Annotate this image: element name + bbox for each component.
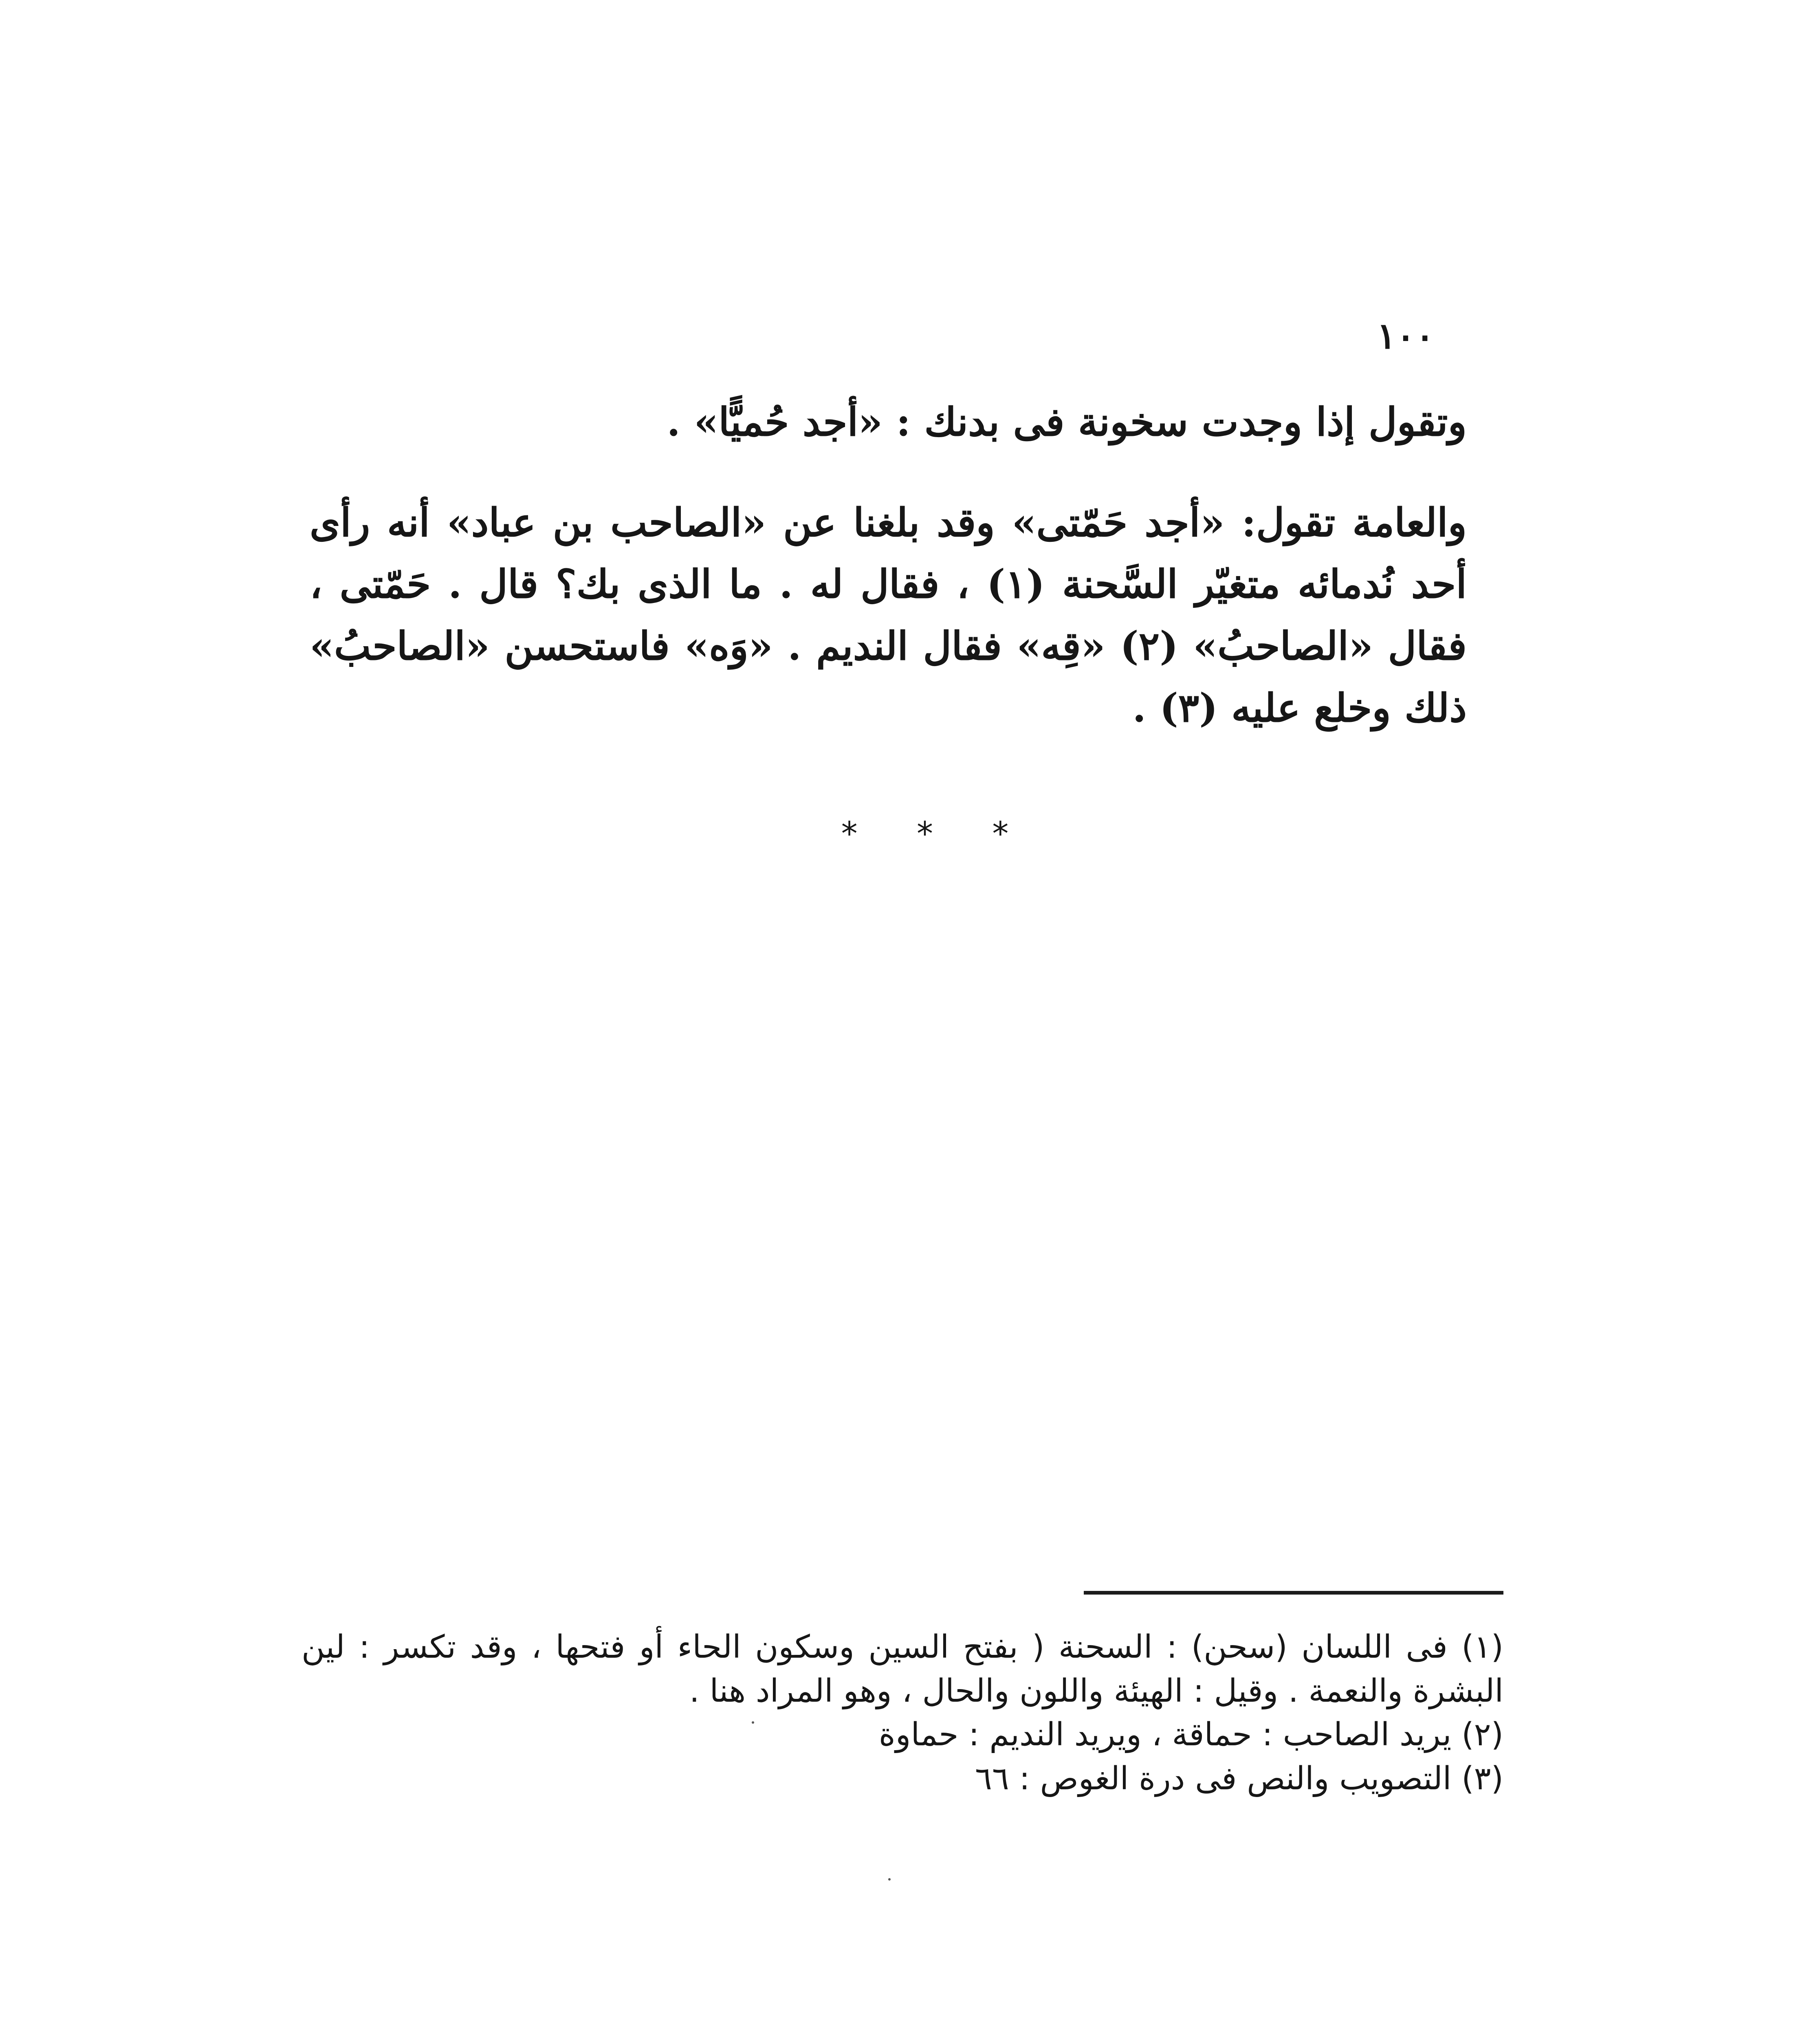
- paragraph-2: والعامة تقول: «أجد حَمّتى» وقد بلغنا عن «الصاحب بن عباد» أنه رأى أحد نُدمائه متغيّر السَّحنة (١) ، فقال له . ما الذى بك؟ قال . حَمّتى ، فقال «الصاحبُ» (٢) «قِه» فقال النديم . «وَه» فاستحسن «الصاحبُ» ذلك وخلع عليه (٣) .: [310, 499, 1467, 731]
- scan-speck: [888, 1878, 891, 1881]
- footnote-3: (٣) التصويب والنص فى درة الغوص : ٦٦: [975, 1760, 1503, 1797]
- paragraph-1: وتقول إذا وجدت سخونة فى بدنك : «أجد حُميًّا» .: [667, 399, 1467, 445]
- footnote-divider: [1084, 1591, 1503, 1595]
- footnote-2: (٢) يريد الصاحب : حماقة ، ويريد النديم : حماوة: [878, 1716, 1503, 1753]
- footnotes: [301, 1626, 1503, 1801]
- section-separator: * * *: [841, 815, 1033, 853]
- main-text: [310, 391, 1467, 739]
- footnote-1: (١) فى اللسان (سحن) : السحنة ( بفتح السين وسكون الحاء أو فتحها ، وقد تكسر : لين البشرة والنعمة . وقيل : الهيئة واللون والحال ، وهو المراد هنا .: [301, 1629, 1503, 1709]
- page-number: ١٠٠: [1377, 315, 1435, 357]
